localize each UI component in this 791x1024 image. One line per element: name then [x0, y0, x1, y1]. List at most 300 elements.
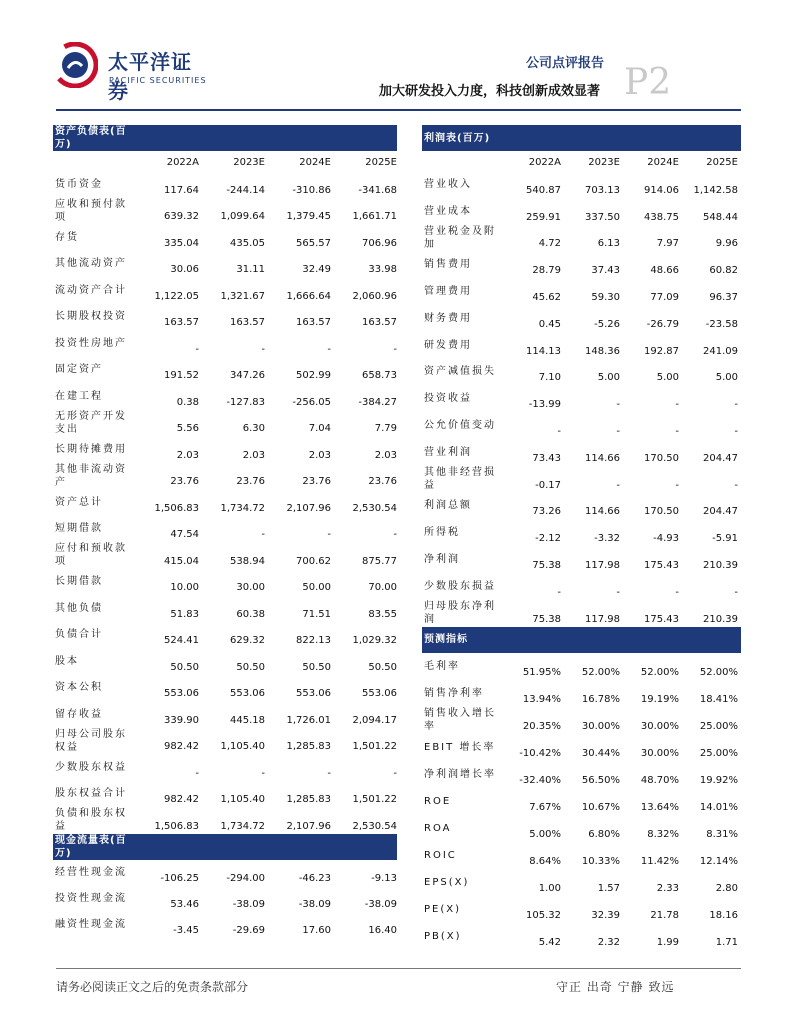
table-row	[53, 569, 397, 596]
cell-value: 170.50	[644, 452, 679, 464]
cell-value: 105.32	[526, 909, 561, 921]
row-label: 归母股东净利润	[424, 601, 496, 626]
cell-value: 982.42	[164, 794, 199, 805]
page-number: P2	[624, 62, 672, 103]
table-row	[422, 439, 741, 466]
cell-value: -10.42%	[519, 747, 561, 759]
cell-value: -127.83	[226, 396, 265, 408]
section-title: 资产负债表(百万)	[55, 126, 127, 150]
cell-value: 50.50	[170, 661, 199, 673]
cell-value: 11.42%	[640, 855, 679, 867]
table-row	[53, 383, 397, 410]
table-row	[53, 675, 397, 702]
cell-value: 982.42	[164, 741, 199, 752]
report-headline: 加大研发投入力度，科技创新成效显著	[379, 84, 601, 99]
cell-value: 117.64	[164, 184, 199, 196]
cell-value: -310.86	[292, 184, 331, 196]
cell-value: 191.52	[164, 370, 199, 381]
cell-value: -	[734, 479, 738, 491]
cell-value: -4.93	[653, 533, 679, 545]
cell-value: 914.06	[644, 184, 679, 196]
cell-value: 540.87	[526, 184, 561, 196]
cell-value: -	[616, 586, 620, 598]
cell-value: 1.99	[656, 936, 679, 948]
row-label: 短期借款	[55, 523, 103, 535]
year-header-row	[53, 151, 397, 171]
cell-value: 1,501.22	[352, 794, 397, 805]
table-row	[422, 680, 741, 707]
cell-value: -	[734, 586, 738, 598]
cell-value: 117.98	[585, 559, 620, 571]
cell-value: 2,094.17	[352, 714, 397, 726]
row-label: 营业成本	[424, 205, 472, 217]
cell-value: 1.71	[715, 936, 738, 948]
cell-value: 73.26	[532, 506, 561, 518]
cell-value: -3.32	[594, 533, 620, 545]
company-motto: 守正 出奇 宁静 致远	[556, 980, 675, 994]
table-row	[422, 546, 741, 573]
row-label: 公允价值变动	[424, 420, 496, 432]
header-rule	[56, 109, 741, 111]
cell-value: 1,661.71	[352, 211, 397, 222]
cell-value: 50.00	[302, 582, 331, 593]
cell-value: 31.11	[236, 264, 265, 275]
cell-value: 5.00	[715, 372, 738, 384]
cell-value: -38.09	[232, 898, 265, 910]
cell-value: 52.00%	[699, 666, 738, 678]
table-row	[53, 807, 397, 834]
cell-value: 524.41	[164, 635, 199, 646]
row-label: 其他流动资产	[55, 258, 127, 270]
year-header: 2022A	[528, 157, 561, 168]
cell-value: -26.79	[646, 318, 679, 330]
cell-value: 7.79	[374, 423, 397, 434]
row-label: 留存收益	[55, 708, 103, 720]
cell-value: 1,379.45	[286, 211, 331, 222]
cell-value: 1,142.58	[693, 184, 738, 196]
table-row	[422, 198, 741, 225]
cell-value: 19.92%	[699, 774, 738, 786]
cell-value: 50.50	[368, 661, 397, 673]
row-label: 其他非经营损益	[424, 467, 496, 492]
report-type: 公司点评报告	[526, 56, 605, 71]
cell-value: -	[261, 767, 265, 779]
table-row	[422, 278, 741, 305]
table-row	[422, 305, 741, 332]
cell-value: 16.40	[368, 924, 397, 936]
table-row	[422, 332, 741, 359]
cell-value: 114.13	[526, 345, 561, 357]
row-label: 投资收益	[424, 393, 472, 405]
cell-value: -294.00	[226, 872, 265, 884]
cell-value: 50.50	[236, 661, 265, 673]
cell-value: 10.33%	[581, 855, 620, 867]
table-row	[422, 653, 741, 680]
cell-value: 7.97	[656, 238, 679, 250]
cell-value: 8.31%	[706, 828, 738, 840]
cell-value: -	[675, 425, 679, 437]
cell-value: 117.98	[585, 613, 620, 625]
row-label: 固定资产	[55, 364, 103, 376]
cell-value: -5.26	[594, 318, 620, 330]
cell-value: -	[327, 767, 331, 779]
cell-value: -	[393, 767, 397, 779]
cell-value: 1,029.32	[352, 635, 397, 646]
company-name-cn: 太平洋证券	[108, 50, 192, 103]
table-row	[422, 707, 741, 734]
year-header: 2025E	[365, 157, 397, 168]
cell-value: 70.00	[368, 582, 397, 593]
cell-value: 52.00%	[640, 666, 679, 678]
cell-value: 822.13	[296, 635, 331, 646]
company-name-en: PACIFIC SECURITIES	[109, 76, 207, 85]
table-row	[53, 595, 397, 622]
cell-value: -	[261, 343, 265, 355]
table-row	[53, 357, 397, 384]
cell-value: 1,734.72	[220, 820, 265, 832]
row-label: 归母公司股东权益	[55, 728, 127, 753]
table-row	[422, 923, 741, 950]
row-label: 营业利润	[424, 446, 472, 458]
cell-value: 18.41%	[699, 693, 738, 705]
cell-value: 502.99	[296, 370, 331, 381]
cell-value: 553.06	[362, 688, 397, 699]
cell-value: 703.13	[585, 184, 620, 196]
cell-value: 2,060.96	[352, 290, 397, 302]
cell-value: 8.32%	[647, 828, 679, 840]
cell-value: 59.30	[591, 291, 620, 303]
table-row	[53, 516, 397, 543]
cell-value: 347.26	[230, 370, 265, 381]
cell-value: 48.70%	[640, 774, 679, 786]
table-row	[53, 912, 397, 938]
cell-value: 30.00%	[581, 720, 620, 732]
cell-value: 60.38	[236, 608, 265, 620]
cell-value: 51.83	[170, 608, 199, 620]
cell-value: 8.64%	[529, 855, 561, 867]
cell-value: 210.39	[703, 559, 738, 571]
table-row	[422, 225, 741, 252]
row-label: 资本公积	[55, 682, 103, 694]
cell-value: 30.00%	[640, 747, 679, 759]
row-label: 其他负债	[55, 602, 103, 614]
cell-value: 204.47	[703, 452, 738, 464]
cell-value: 83.55	[368, 608, 397, 620]
cell-value: 1,726.01	[286, 714, 331, 726]
table-row	[53, 489, 397, 516]
row-label: 长期股权投资	[55, 311, 127, 323]
cell-value: -38.09	[364, 898, 397, 910]
table-row	[53, 251, 397, 278]
cell-value: 7.67%	[529, 801, 561, 813]
table-row	[53, 728, 397, 755]
row-label: PB(X)	[424, 930, 462, 942]
cell-value: -	[675, 479, 679, 491]
cell-value: 7.10	[538, 372, 561, 384]
table-row	[53, 224, 397, 251]
cell-value: 60.82	[709, 265, 738, 277]
table-row	[422, 573, 741, 600]
cell-value: 52.00%	[581, 666, 620, 678]
cell-value: 7.04	[308, 423, 331, 434]
cell-value: 53.46	[170, 898, 199, 910]
cell-value: 553.06	[164, 688, 199, 699]
cell-value: 1,321.67	[220, 290, 265, 302]
row-label: 资产总计	[55, 496, 103, 508]
cell-value: 32.49	[302, 264, 331, 275]
cell-value: -	[616, 425, 620, 437]
cell-value: 47.54	[170, 529, 199, 540]
cell-value: -38.09	[298, 898, 331, 910]
cell-value: 17.60	[302, 924, 331, 936]
table-row	[53, 171, 397, 198]
row-label: 流动资产合计	[55, 284, 127, 296]
cell-value: 33.98	[368, 264, 397, 275]
cell-value: -256.05	[292, 396, 331, 408]
row-label: 经营性现金流	[55, 867, 127, 878]
cell-value: 2,530.54	[352, 820, 397, 832]
row-label: 融资性现金流	[55, 919, 127, 930]
cell-value: 1,285.83	[286, 794, 331, 805]
year-header: 2023E	[233, 157, 265, 168]
cell-value: 2.33	[656, 882, 679, 894]
section-header	[53, 125, 397, 151]
cell-value: -106.25	[160, 872, 199, 884]
income-forecast-panel	[422, 125, 741, 950]
cell-value: -	[675, 586, 679, 598]
cell-value: 2.03	[176, 449, 199, 461]
table-row	[53, 330, 397, 357]
cell-value: 56.50%	[581, 774, 620, 786]
table-row	[422, 788, 741, 815]
cell-value: 210.39	[703, 613, 738, 625]
cell-value: 148.36	[585, 345, 620, 357]
cell-value: -46.23	[298, 872, 331, 884]
row-label: 无形资产开发支出	[55, 410, 127, 435]
row-label: 净利润增长率	[424, 768, 496, 780]
cell-value: 1,666.64	[286, 290, 331, 302]
cell-value: 2,530.54	[352, 502, 397, 514]
section-title: 预测指标	[424, 634, 468, 646]
cell-value: 30.00	[236, 582, 265, 593]
cell-value: 30.00%	[640, 720, 679, 732]
cell-value: 16.78%	[581, 693, 620, 705]
cell-value: 23.76	[170, 476, 199, 487]
table-row	[422, 600, 741, 627]
table-row	[53, 648, 397, 675]
footer-rule	[56, 968, 741, 969]
cell-value: 71.51	[302, 608, 331, 620]
cell-value: 23.76	[368, 476, 397, 487]
cell-value: 548.44	[703, 211, 738, 223]
row-label: 长期待摊费用	[55, 443, 127, 455]
cell-value: 538.94	[230, 555, 265, 567]
table-row	[422, 815, 741, 842]
row-label: 股东权益合计	[55, 788, 127, 800]
table-row	[53, 886, 397, 912]
row-label: 股本	[55, 655, 79, 667]
row-label: 营业税金及附加	[424, 225, 496, 250]
row-label: EBIT 增长率	[424, 741, 496, 753]
row-label: 投资性现金流	[55, 893, 127, 904]
cell-value: -3.45	[173, 924, 199, 936]
row-label: 资产减值损失	[424, 366, 496, 378]
cell-value: 10.00	[170, 582, 199, 593]
cell-value: 5.00	[597, 372, 620, 384]
row-label: 少数股东权益	[55, 761, 127, 773]
table-row	[53, 304, 397, 331]
cell-value: 241.09	[703, 345, 738, 357]
table-row	[53, 781, 397, 808]
table-row	[422, 896, 741, 923]
year-header: 2024E	[647, 157, 679, 168]
cell-value: 48.66	[650, 265, 679, 277]
cell-value: -13.99	[528, 399, 561, 411]
cell-value: 6.13	[597, 238, 620, 250]
table-row	[422, 466, 741, 493]
cell-value: 435.05	[230, 237, 265, 249]
cell-value: 114.66	[585, 452, 620, 464]
cell-value: 0.38	[176, 396, 199, 408]
cell-value: 19.19%	[640, 693, 679, 705]
table-row	[422, 251, 741, 278]
cell-value: -	[557, 425, 561, 437]
cell-value: 438.75	[644, 211, 679, 223]
cell-value: 1,734.72	[220, 502, 265, 514]
cell-value: 553.06	[230, 688, 265, 699]
table-row	[53, 754, 397, 781]
table-row	[422, 412, 741, 439]
row-label: 负债合计	[55, 629, 103, 641]
cell-value: 1,285.83	[286, 741, 331, 752]
cell-value: 339.90	[164, 714, 199, 726]
cell-value: -	[616, 399, 620, 411]
cell-value: 9.96	[715, 238, 738, 250]
cell-value: -	[393, 343, 397, 355]
table-row	[422, 385, 741, 412]
cell-value: -9.13	[371, 872, 397, 884]
cell-value: 170.50	[644, 506, 679, 518]
cell-value: -	[195, 767, 199, 779]
cell-value: 163.57	[296, 317, 331, 328]
cell-value: 204.47	[703, 506, 738, 518]
cell-value: 12.14%	[699, 855, 738, 867]
cell-value: 25.00%	[699, 720, 738, 732]
row-label: 少数股东损益	[424, 580, 496, 592]
cell-value: 1,122.05	[154, 290, 199, 302]
table-row	[53, 860, 397, 886]
cell-value: -341.68	[358, 184, 397, 196]
row-label: 研发费用	[424, 339, 472, 351]
cell-value: -32.40%	[519, 774, 561, 786]
cell-value: 4.72	[538, 238, 561, 250]
cell-value: 1,105.40	[220, 741, 265, 752]
cell-value: 14.01%	[699, 801, 738, 813]
cell-value: 51.95%	[522, 666, 561, 678]
row-label: 应付和预收款项	[55, 543, 127, 568]
table-row	[53, 463, 397, 490]
cell-value: -	[195, 343, 199, 355]
cell-value: 6.80%	[588, 828, 620, 840]
cell-value: 2.03	[308, 449, 331, 461]
row-label: 应收和预付款项	[55, 198, 127, 223]
cell-value: -384.27	[358, 396, 397, 408]
row-label: ROIC	[424, 849, 457, 861]
cell-value: 163.57	[164, 317, 199, 328]
row-label: 长期借款	[55, 576, 103, 588]
cell-value: 75.38	[532, 559, 561, 571]
table-row	[422, 869, 741, 896]
cell-value: -	[327, 529, 331, 540]
section-header	[422, 125, 741, 151]
table-row	[422, 493, 741, 520]
cell-value: 1.00	[538, 882, 561, 894]
cell-value: 1,099.64	[220, 211, 265, 222]
disclaimer-text: 请务必阅读正文之后的免责条款部分	[56, 980, 249, 994]
cell-value: 30.44%	[581, 747, 620, 759]
cell-value: -29.69	[232, 924, 265, 936]
cell-value: 192.87	[644, 345, 679, 357]
cell-value: 706.96	[362, 237, 397, 249]
cell-value: 30.06	[170, 264, 199, 275]
cell-value: -23.58	[705, 318, 738, 330]
cell-value: -0.17	[535, 479, 561, 491]
cell-value: 20.35%	[522, 720, 561, 732]
cell-value: -	[393, 529, 397, 540]
row-label: 营业收入	[424, 178, 472, 190]
row-label: 利润总额	[424, 500, 472, 512]
cell-value: 163.57	[362, 317, 397, 328]
row-label: ROA	[424, 822, 452, 834]
cell-value: 337.50	[585, 211, 620, 223]
cell-value: -	[675, 399, 679, 411]
cell-value: -	[557, 586, 561, 598]
cell-value: 37.43	[591, 265, 620, 277]
row-label: EPS(X)	[424, 876, 470, 888]
page-header	[0, 0, 791, 115]
year-header: 2024E	[299, 157, 331, 168]
cell-value: -5.91	[712, 533, 738, 545]
row-label: 销售净利率	[424, 687, 484, 699]
cell-value: 45.62	[532, 291, 561, 303]
cell-value: -	[327, 343, 331, 355]
cell-value: 553.06	[296, 688, 331, 699]
table-row	[53, 701, 397, 728]
cell-value: 658.73	[362, 370, 397, 381]
section-title: 利润表(百万)	[424, 132, 491, 144]
cell-value: 639.32	[164, 211, 199, 222]
logo-mark-icon	[52, 42, 98, 88]
year-header: 2022A	[166, 157, 199, 168]
row-label: 货币资金	[55, 178, 103, 190]
cell-value: 1,506.83	[154, 502, 199, 514]
cell-value: 875.77	[362, 555, 397, 567]
section-header	[422, 627, 741, 653]
table-row	[53, 622, 397, 649]
cell-value: 50.50	[302, 661, 331, 673]
cell-value: 2.03	[374, 449, 397, 461]
cell-value: -	[261, 529, 265, 540]
cell-value: -244.14	[226, 184, 265, 196]
cell-value: 175.43	[644, 559, 679, 571]
cell-value: 445.18	[230, 714, 265, 726]
cell-value: 2.80	[715, 882, 738, 894]
cell-value: 73.43	[532, 452, 561, 464]
cell-value: 700.62	[296, 555, 331, 567]
cell-value: 13.94%	[522, 693, 561, 705]
row-label: 销售费用	[424, 259, 472, 271]
cell-value: 5.00%	[529, 828, 561, 840]
